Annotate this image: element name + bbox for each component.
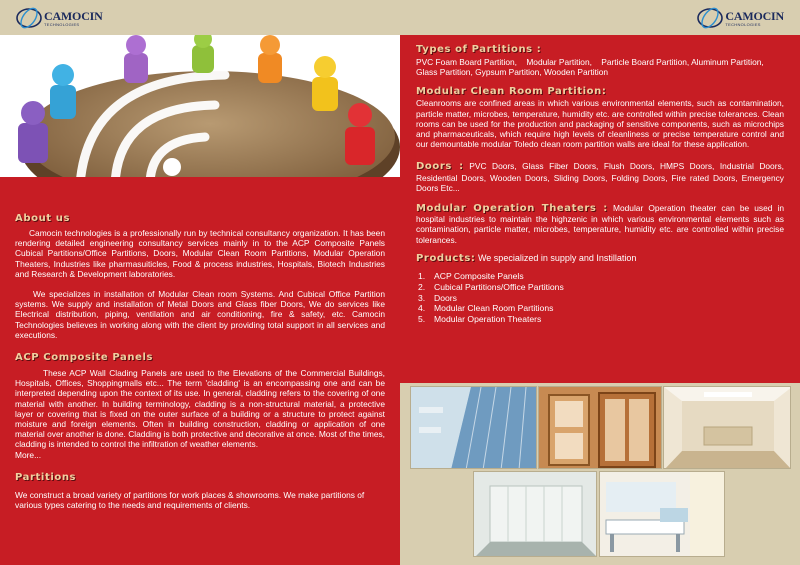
cleanroom-title: Modular Clean Room Partition: xyxy=(416,86,607,98)
brand-mark-icon xyxy=(16,6,42,30)
brand-tagline: TECHNOLOGIES xyxy=(44,21,80,27)
about-paragraph-1: Camocin technologies is a professionally run by technical consultancy organization. It has been rendering detailed engineering consultancy services mainly in to the ACP Composite Panels Cubical Partitions/Office Partitions, Doors, Modular Clean Room Partitions, Modular Operation Theaters, Industries like pharmasuiticles, Food & process industries, Hospitals, Biotech Industries and Research & Development laboratories. xyxy=(15,228,385,279)
brand-logo-left[interactable] xyxy=(16,4,103,32)
list-item: 1. ACP Composite Panels xyxy=(418,271,524,282)
doors-title: Doors : xyxy=(416,161,464,173)
photo-clean-room xyxy=(663,386,791,469)
photo-gallery xyxy=(400,383,800,565)
products-list xyxy=(418,271,784,325)
list-item: 4. Modular Clean Room Partitions xyxy=(418,303,554,314)
brand-name: CAMOCIN xyxy=(44,8,103,23)
header-bar xyxy=(0,0,800,35)
hero-illustration xyxy=(0,35,400,177)
products-title: Products: xyxy=(416,252,476,264)
conference-table-illustration xyxy=(0,35,400,177)
theaters-paragraph xyxy=(416,203,784,245)
about-paragraph-2: We specializes in installation of Modular Clean room Systems. And Cubical Office Partition systems. We supply and installation of Metal Doors and Glass fiber Doors, We do services like Electrical distribution, piping, ventilation and air conditioning, fire & safety, etc. Camocin Technologies believes in working along with the client by providing total support in all services and executions. xyxy=(15,289,385,340)
theaters-text: Modular Operation theater can be used in hospital industries to maintain the highzenic in which various environmental elements such as contamination, particle matter, microbes, temperature, humidity etc. are controlled within precise tolerances. xyxy=(416,203,785,245)
partitions-title: Partitions xyxy=(15,471,77,483)
cleanroom-paragraph: Cleanrooms are confined areas in which various environmental elements, such as contamination, particle matter, microbes, temperature, humidity etc. are controlled within precise tolerances. Clean rooms can be used for the production and packaging of sensitive components, such as microchips and pharmaceuticals, which require high levels of cleanliness or precise temperature control and our demountable modular Toledo clean room partition walls are ideal for these application. xyxy=(416,98,784,150)
theaters-title: Modular Operation Theaters : xyxy=(416,203,608,215)
brand-tagline: TECHNOLOGIES xyxy=(725,21,761,27)
products-line xyxy=(416,253,784,264)
list-item: 3. Doors xyxy=(418,292,457,303)
acp-title: ACP Composite Panels xyxy=(15,352,154,364)
acp-more-link[interactable]: More... xyxy=(15,449,42,460)
types-title: Types of Partitions : xyxy=(416,44,542,55)
list-item: 2. Cubical Partitions/Office Partitions xyxy=(418,281,564,292)
types-paragraph: PVC Foam Board Partition, Modular Partition, Particle Board Partition, Aluminum Partition, Glass Partition, Gypsum Partition, Wooden Partition xyxy=(416,57,767,78)
acp-paragraph: These ACP Wall Clading Panels are used to the Elevations of the Commercial Buildings, Hospitals, Offices, Shoppingmalls etc... The term 'cladding' is an encompassing one and can be interpreted depending upon the context of its use. In general, cladding refers to the covering of one material with another. In building terminology, cladding is a non-structural material, a protective layer or covering that is fixed on the outer surface of a building or a structure to protect against moisture and foreign elements. Often in building construction, cladding or application of one material over another is done. Cladding is both protective and decorative at once. Most of the times, cladding is intended to control the infiltration of weather elements. xyxy=(15,368,385,450)
list-item: 5. Modular Operation Theaters xyxy=(418,314,542,325)
photo-operation-theater xyxy=(599,471,725,557)
about-title: About us xyxy=(15,213,71,224)
products-intro: We specialized in supply and Instillation xyxy=(475,252,637,263)
doors-paragraph xyxy=(416,161,784,193)
left-panel xyxy=(0,35,400,565)
doors-text: PVC Doors, Glass Fiber Doors, Flush Doors, HMPS Doors, Industrial Doors, Residential Doors, Wooden Doors, Sliding Doors, Folding Doors, Fire rated Doors, Emergency Doors Etc... xyxy=(416,161,784,193)
brand-logo-right[interactable] xyxy=(697,4,784,32)
photo-wooden-doors xyxy=(538,386,662,469)
partitions-paragraph: We construct a broad variety of partitions for work places & showrooms. We make partitions of various types catering to the needs and requirements of clients. xyxy=(15,489,365,511)
brand-mark-icon xyxy=(697,6,723,30)
photo-modular-partition xyxy=(473,471,597,557)
brand-name: CAMOCIN xyxy=(725,8,784,23)
photo-acp-building xyxy=(410,386,537,469)
